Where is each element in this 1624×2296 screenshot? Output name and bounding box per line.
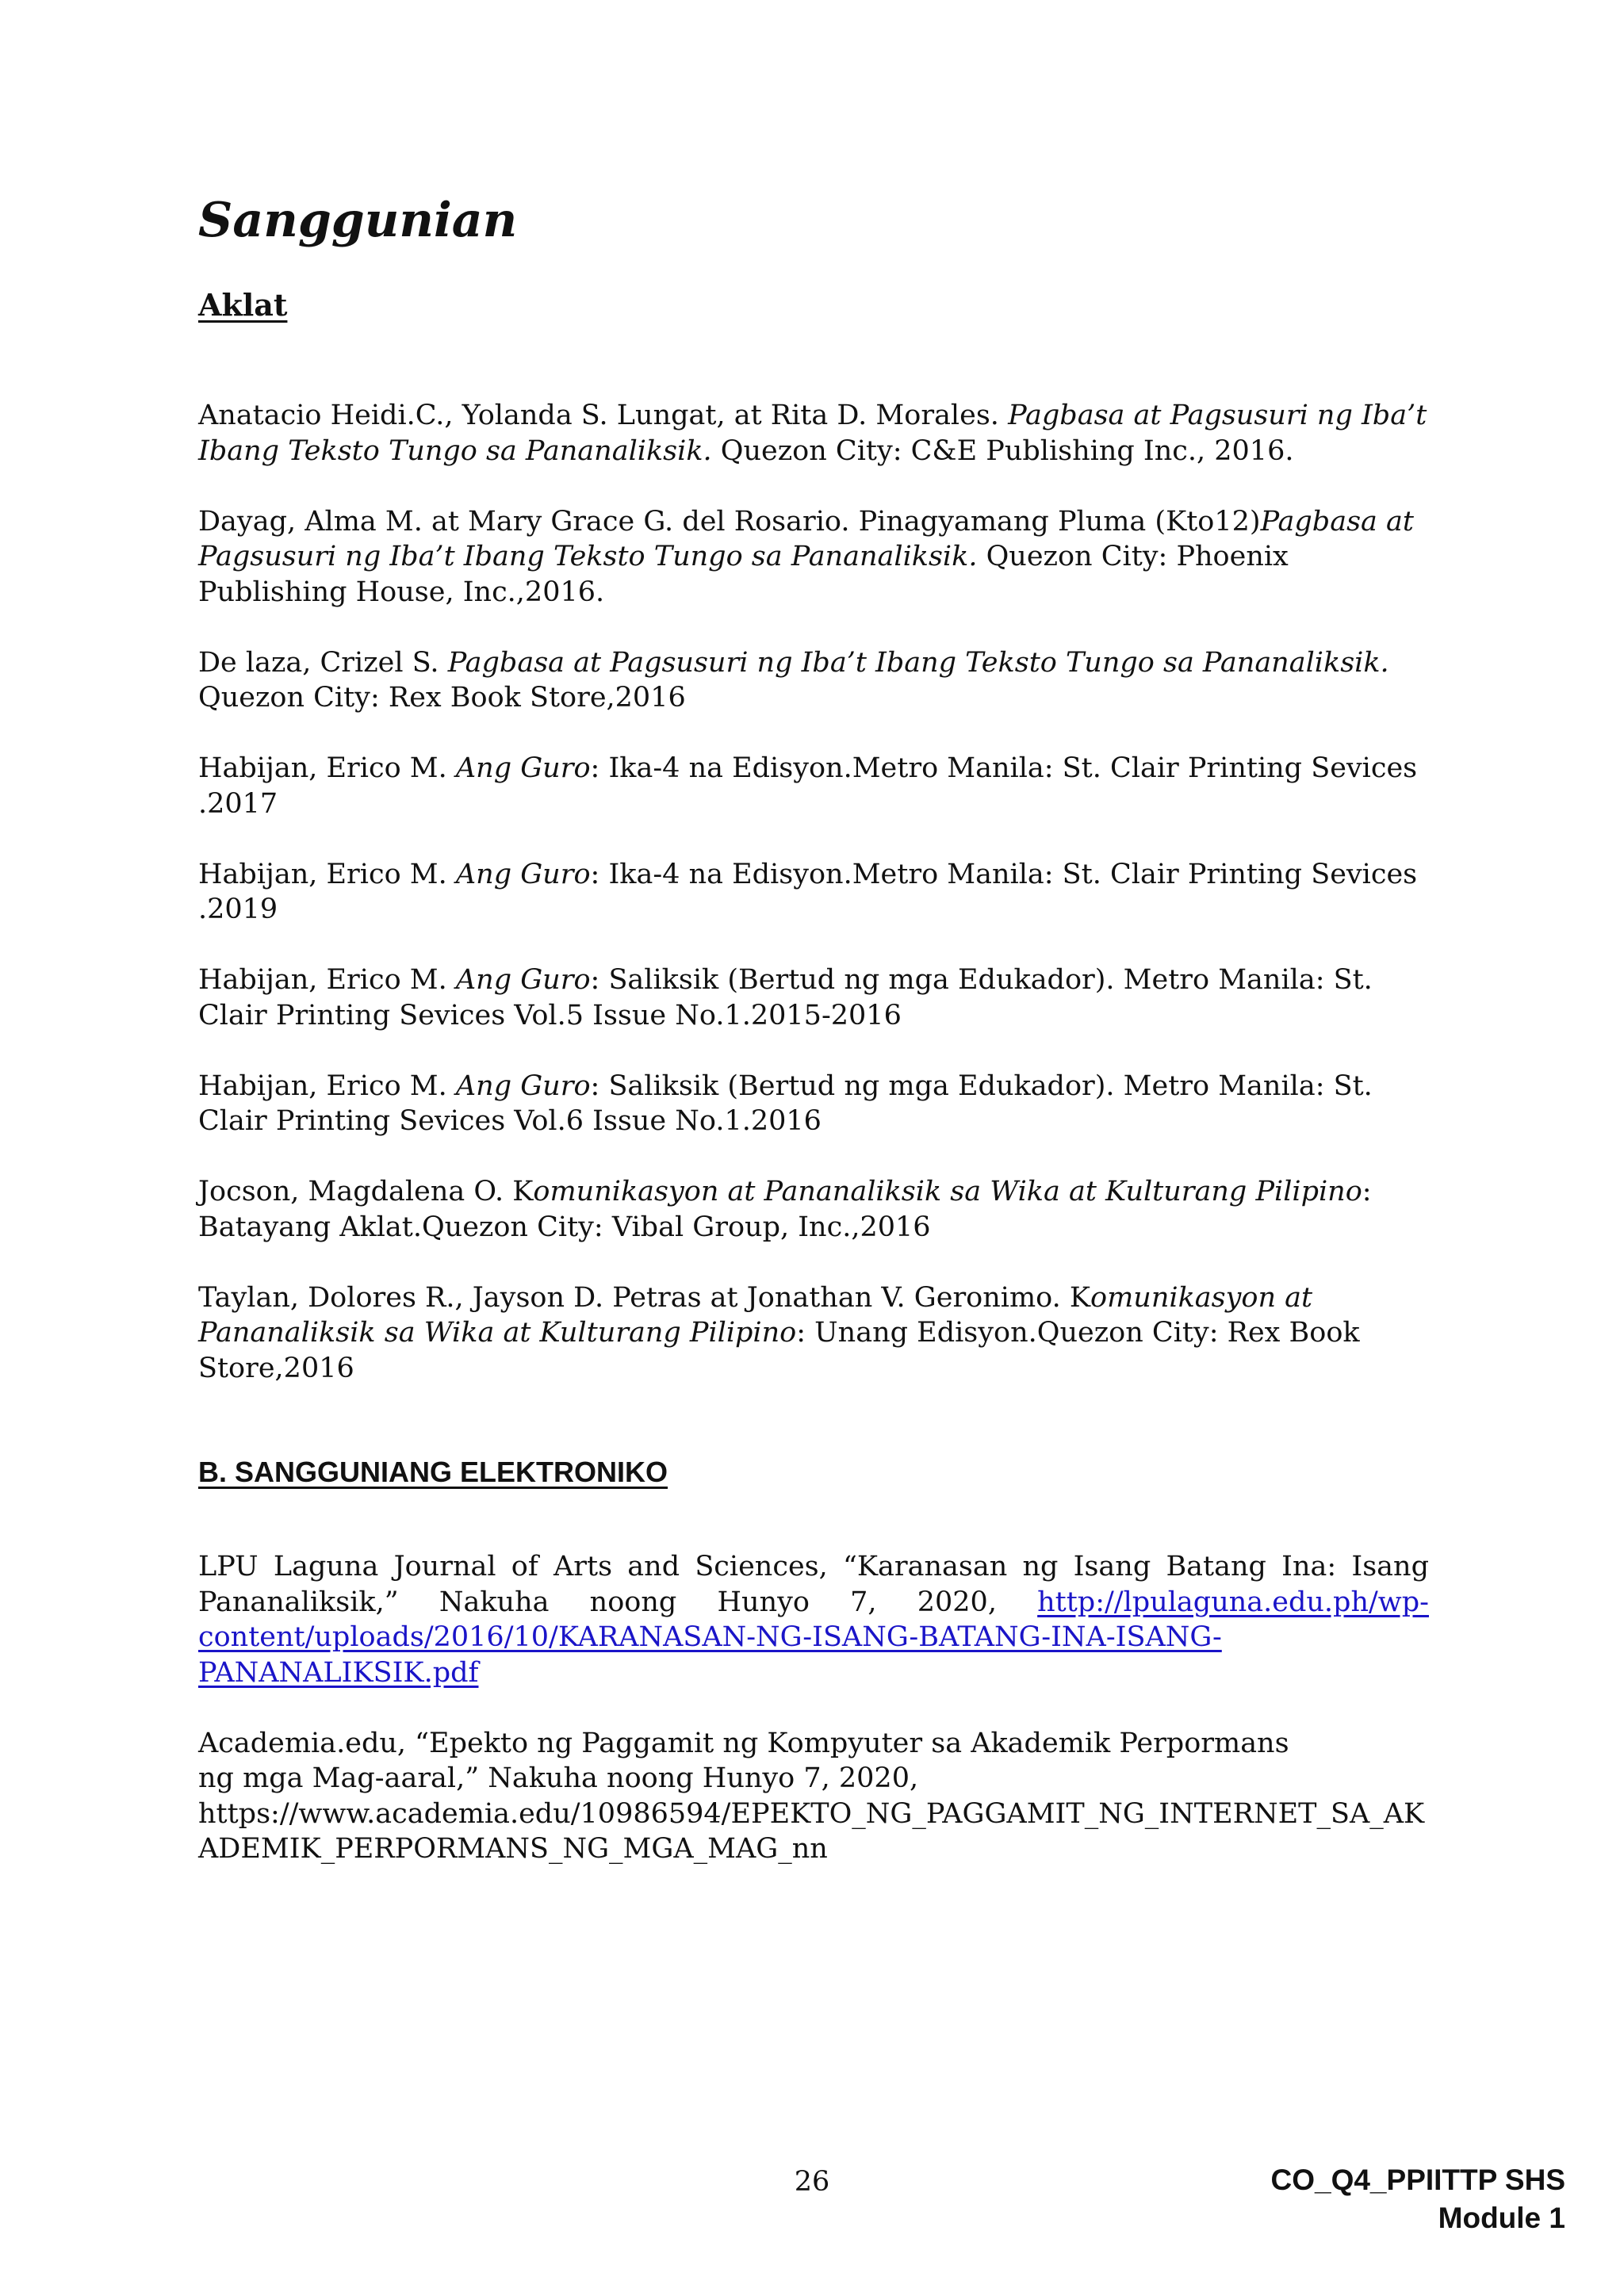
reference-entry <box>198 857 1429 928</box>
reference-author: De laza, Crizel S. <box>198 646 448 679</box>
reference-publisher: : Saliksik (Bertud ng mga Edukador). Metro Manila: St. Clair Printing Sevices Vol.5 Issue No.1.2015-2016 <box>198 964 1373 1031</box>
reference-title: Ang Guro <box>455 752 591 784</box>
reference-title: Ang Guro <box>455 858 591 890</box>
reference-title: omunikasyon at Pananaliksik sa Wika at Kulturang Pilipino <box>533 1176 1362 1207</box>
electronic-reference-list <box>198 1549 1429 1902</box>
reference-publisher: : Saliksik (Bertud ng mga Edukador). Metro Manila: St. Clair Printing Sevices Vol.6 Issue No.1.2016 <box>198 1070 1373 1137</box>
reference-author: Jocson, Magdalena O. K <box>198 1176 534 1207</box>
reference-publisher: : Ika-4 na Edisyon.Metro Manila: St. Clair Printing Sevices .2017 <box>198 752 1418 820</box>
reference-url: https://www.academia.edu/10986594/EPEKTO_NG_PAGGAMIT_NG_INTERNET_SA_AKADEMIK_PERPORMANS_NG_MGA_MAG_nn <box>198 1797 1425 1865</box>
book-reference-list <box>198 398 1429 1422</box>
reference-title: Pagbasa at Pagsusuri ng Iba’t Ibang Teksto Tungo sa Pananaliksik. <box>198 400 1427 467</box>
reference-author: Habijan, Erico M. <box>198 752 456 784</box>
reference-entry <box>198 1726 1429 1867</box>
reference-author: Taylan, Dolores R., Jayson D. Petras at Jonathan V. Geronimo. K <box>198 1281 1091 1314</box>
reference-entry <box>198 398 1429 469</box>
section-heading-aklat: Aklat <box>198 287 288 323</box>
reference-entry <box>198 1549 1429 1690</box>
reference-publisher: : Unang Edisyon.Quezon City: Rex Book Store,2016 <box>198 1317 1360 1384</box>
module-code-line: Module 1 <box>1438 2202 1565 2234</box>
reference-author: Dayag, Alma M. at Mary Grace G. del Rosario. Pinagyamang Pluma (Kto12) <box>198 505 1261 538</box>
reference-entry <box>198 751 1429 821</box>
reference-entry <box>198 1069 1429 1139</box>
reference-author: Habijan, Erico M. <box>198 1070 456 1102</box>
reference-author: Habijan, Erico M. <box>198 964 456 996</box>
section-heading-elektroniko: B. SANGGUNIANG ELEKTRONIKO <box>198 1456 668 1488</box>
reference-text: Academia.edu, “Epekto ng Paggamit ng Kompyuter sa Akademik Perpormans <box>198 1727 1289 1759</box>
reference-title: Ang Guro <box>455 1070 591 1102</box>
reference-publisher: Quezon City: Phoenix Publishing House, Inc.,2016. <box>198 541 1289 608</box>
reference-title: Ang Guro <box>455 964 591 996</box>
reference-text: LPU Laguna Journal of Arts and Sciences, “Karanasan ng Isang Batang Ina: Isang Pananaliksik,” Nakuha noong Hunyo 7, 2020, <box>198 1551 1429 1618</box>
module-code-line: CO_Q4_PPIITTP SHS <box>1270 2164 1565 2196</box>
reference-entry <box>198 504 1429 610</box>
reference-entry <box>198 645 1429 716</box>
reference-publisher: : Ika-4 na Edisyon.Metro Manila: St. Clair Printing Sevices .2019 <box>198 858 1418 925</box>
reference-title: Pagbasa at Pagsusuri ng Iba’t Ibang Teksto Tungo sa Pananaliksik. <box>198 505 1414 572</box>
module-code <box>1271 2161 1566 2237</box>
reference-link[interactable]: http://lpulaguna.edu.ph/wp-content/uploads/2016/10/KARANASAN-NG-ISANG-BATANG-INA-ISANG-PANANALIKSIK.pdf <box>198 1586 1429 1689</box>
reference-title: omunikasyon at Pananaliksik sa Wika at Kulturang Pilipino <box>198 1281 1313 1349</box>
reference-entry <box>198 1174 1429 1245</box>
reference-author: Anatacio Heidi.C., Yolanda S. Lungat, at Rita D. Morales. <box>198 400 1009 431</box>
reference-publisher: Quezon City: Rex Book Store,2016 <box>198 682 686 714</box>
reference-publisher: : Batayang Aklat.Quezon City: Vibal Group, Inc.,2016 <box>198 1176 1372 1243</box>
reference-author: Habijan, Erico M. <box>198 858 456 890</box>
page-number: 26 <box>794 2166 830 2198</box>
reference-entry <box>198 962 1429 1033</box>
page-title: Sanggunian <box>198 193 518 248</box>
reference-title: Pagbasa at Pagsusuri ng Iba’t Ibang Teksto Tungo sa Pananaliksik. <box>447 646 1389 679</box>
reference-publisher: Quezon City: C&E Publishing Inc., 2016. <box>711 434 1294 467</box>
reference-text: ng mga Mag-aaral,” Nakuha noong Hunyo 7, 2020, <box>198 1762 919 1794</box>
reference-entry <box>198 1280 1429 1387</box>
